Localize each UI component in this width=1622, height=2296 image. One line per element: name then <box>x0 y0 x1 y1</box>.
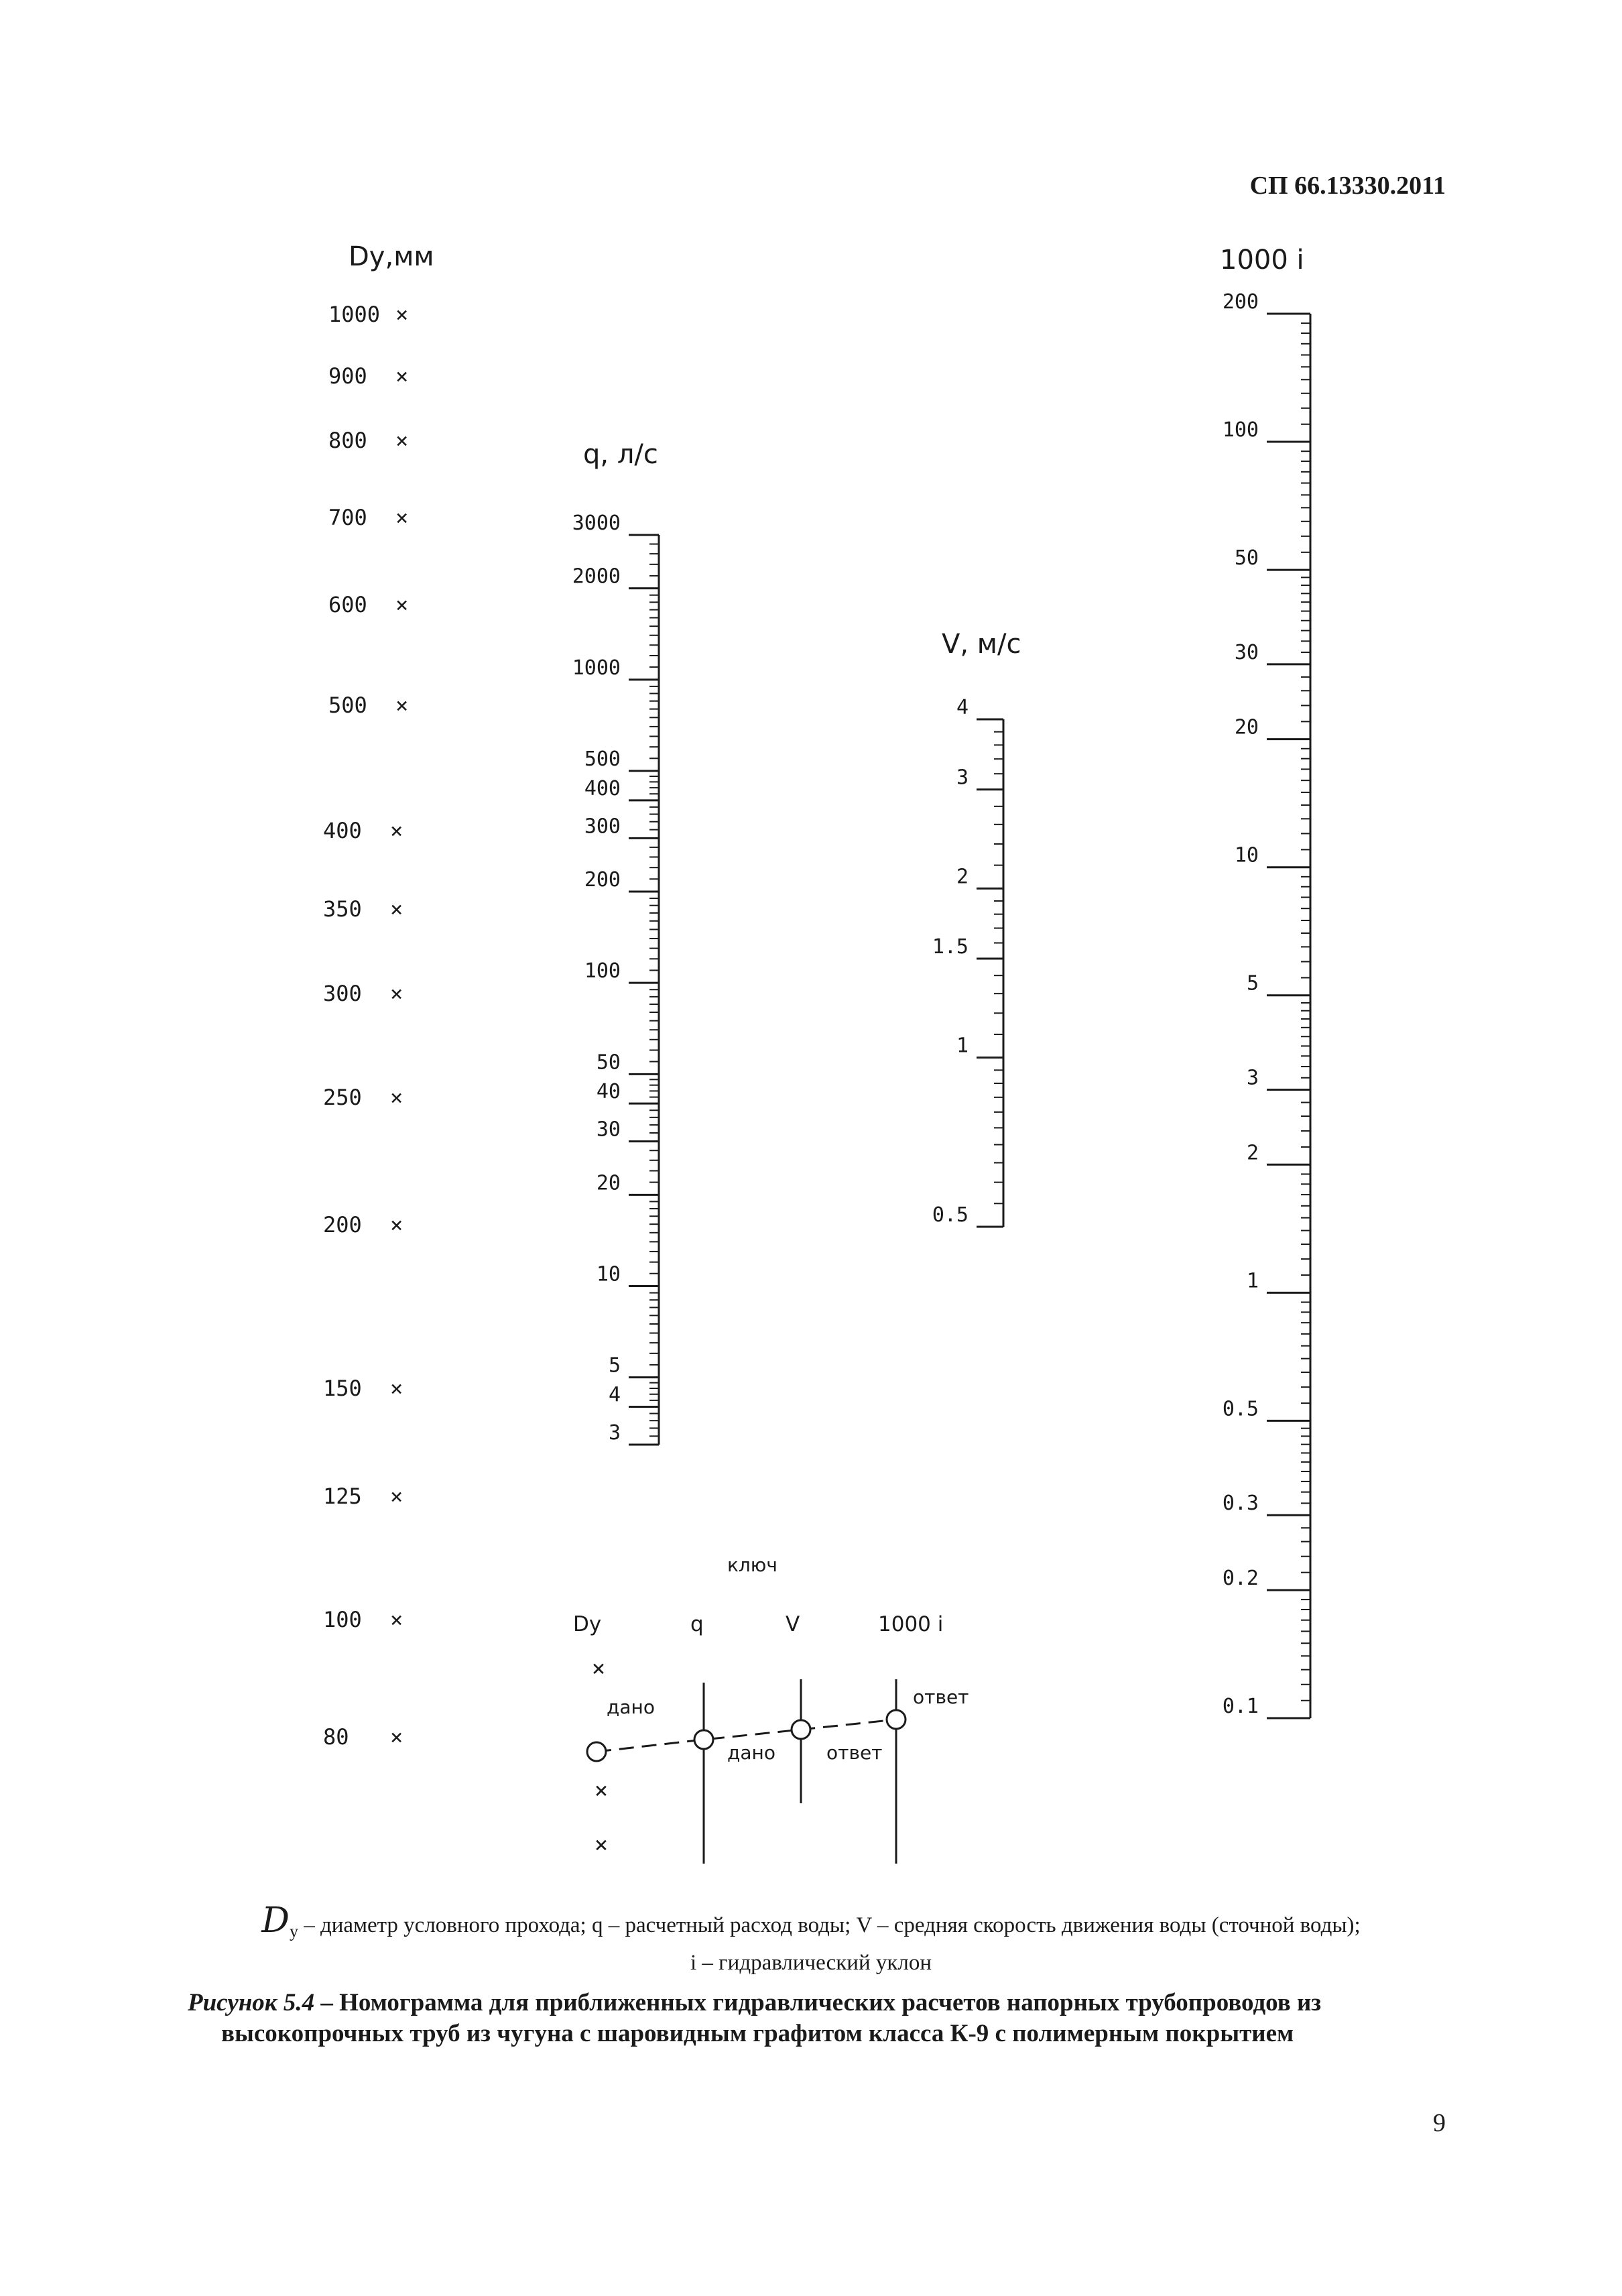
q-tick-label: 10 <box>596 1262 621 1286</box>
dy-value: 900 <box>328 363 367 389</box>
key-column-dy: Dу <box>573 1612 602 1636</box>
v-tick-label: 2 <box>956 865 969 889</box>
dy-axis-title: Dу,мм <box>349 241 434 272</box>
figure-label: Рисунок 5.4 <box>188 1989 315 2016</box>
dy-value: 150 <box>323 1376 362 1401</box>
i-tick-label: 50 <box>1234 546 1259 570</box>
dy-marker: × <box>395 505 409 530</box>
key-circle <box>694 1730 713 1749</box>
q-tick-label: 1000 <box>572 656 621 680</box>
dy-marker: × <box>395 428 409 453</box>
dy-symbol: D <box>261 1900 290 1941</box>
dy-value: 125 <box>323 1484 362 1509</box>
caption-line-1: – Номограмма для приближенных гидравлических расчетов напорных трубопроводов из <box>314 1989 1322 2016</box>
dy-marker: × <box>395 363 409 389</box>
v-tick-label: 1 <box>956 1034 969 1058</box>
q-tick-label: 40 <box>596 1080 621 1104</box>
caption-line-2: высокопрочных труб из чугуна с шаровидным графитом класса К-9 с полимерным покрытием <box>221 2020 1294 2047</box>
dy-value: 250 <box>323 1085 362 1110</box>
i-tick-label: 3 <box>1246 1066 1259 1090</box>
dy-marker: × <box>390 896 403 922</box>
i-tick-label: 2 <box>1246 1141 1259 1165</box>
key-circle <box>792 1720 810 1739</box>
key-column-v: V <box>786 1612 800 1636</box>
legend-line-1 <box>0 1900 1622 1942</box>
dy-value: 350 <box>323 896 362 922</box>
key-column-i: 1000 i <box>878 1612 944 1636</box>
dy-value: 500 <box>328 692 367 718</box>
dy-value: 80 <box>323 1724 349 1750</box>
key-label-given-q: дано <box>727 1742 775 1764</box>
dy-marker: × <box>390 981 403 1006</box>
v-tick-label: 3 <box>956 766 969 790</box>
key-circle <box>587 1742 606 1761</box>
q-tick-label: 500 <box>584 747 621 771</box>
dy-marker: × <box>390 1607 403 1632</box>
dy-value: 1000 <box>328 302 381 327</box>
i-tick-label: 0.3 <box>1222 1492 1259 1516</box>
legend-line-2: i – гидравлический уклон <box>690 1951 932 1975</box>
i-tick-label: 0.1 <box>1222 1695 1259 1718</box>
dy-marker: × <box>390 1212 403 1237</box>
i-tick-label: 10 <box>1234 843 1259 867</box>
v-tick-label: 1.5 <box>932 935 969 959</box>
dy-marker: × <box>390 818 403 843</box>
dy-value: 600 <box>328 592 367 617</box>
q-tick-label: 100 <box>584 959 621 983</box>
i-tick-label: 5 <box>1246 971 1259 995</box>
figure-caption <box>188 1988 1461 2049</box>
document-code: СП 66.13330.2011 <box>1249 172 1446 200</box>
legend-text-1: – диаметр условного прохода; q – расчетный расход воды; V – средняя скорость движения воды (сточной воды); <box>298 1913 1361 1937</box>
key-label-answer-i: ответ <box>913 1686 969 1708</box>
i-tick-label: 1 <box>1246 1269 1259 1293</box>
dy-value: 200 <box>323 1212 362 1237</box>
key-dy-marker: × <box>594 1777 609 1804</box>
dy-marker: × <box>395 592 409 617</box>
q-tick-label: 2000 <box>572 564 621 589</box>
key-column-q: q <box>690 1612 704 1636</box>
q-tick-label: 50 <box>596 1050 621 1075</box>
q-tick-label: 5 <box>608 1353 621 1378</box>
q-tick-label: 400 <box>584 776 621 800</box>
q-tick-label: 4 <box>608 1383 621 1407</box>
v-tick-label: 0.5 <box>932 1203 969 1227</box>
i-tick-label: 100 <box>1222 418 1259 442</box>
i-axis-title: 1000 i <box>1220 245 1304 276</box>
i-tick-label: 30 <box>1234 640 1259 664</box>
dy-value: 400 <box>323 818 362 843</box>
page-number: 9 <box>1433 2109 1446 2137</box>
dy-symbol-subscript: у <box>289 1921 298 1941</box>
key-dy-marker: × <box>594 1831 609 1858</box>
v-tick-label: 4 <box>956 696 969 719</box>
i-tick-label: 0.2 <box>1222 1566 1259 1590</box>
dy-marker: × <box>390 1376 403 1401</box>
key-label-answer-v: ответ <box>826 1742 883 1764</box>
key-dy-marker: × <box>591 1655 606 1682</box>
q-tick-label: 3 <box>608 1421 621 1445</box>
dy-marker: × <box>390 1724 403 1750</box>
q-axis-title: q, л/с <box>583 439 658 470</box>
key-title: ключ <box>727 1554 777 1576</box>
i-tick-label: 20 <box>1234 715 1259 739</box>
dy-marker: × <box>390 1484 403 1509</box>
dy-value: 100 <box>323 1607 362 1632</box>
key-circle <box>887 1710 906 1729</box>
q-tick-label: 300 <box>584 814 621 839</box>
q-tick-label: 3000 <box>572 511 621 535</box>
i-tick-label: 200 <box>1222 290 1259 314</box>
dy-value: 800 <box>328 428 367 453</box>
dy-marker: × <box>395 302 409 327</box>
dy-value: 300 <box>323 981 362 1006</box>
q-tick-label: 30 <box>596 1117 621 1142</box>
dy-marker: × <box>395 692 409 718</box>
v-axis-title: V, м/с <box>942 629 1021 660</box>
dy-value: 700 <box>328 505 367 530</box>
q-tick-label: 20 <box>596 1171 621 1195</box>
q-tick-label: 200 <box>584 867 621 892</box>
key-label-given-dy: дано <box>607 1696 655 1718</box>
dy-marker: × <box>390 1085 403 1110</box>
i-tick-label: 0.5 <box>1222 1397 1259 1421</box>
